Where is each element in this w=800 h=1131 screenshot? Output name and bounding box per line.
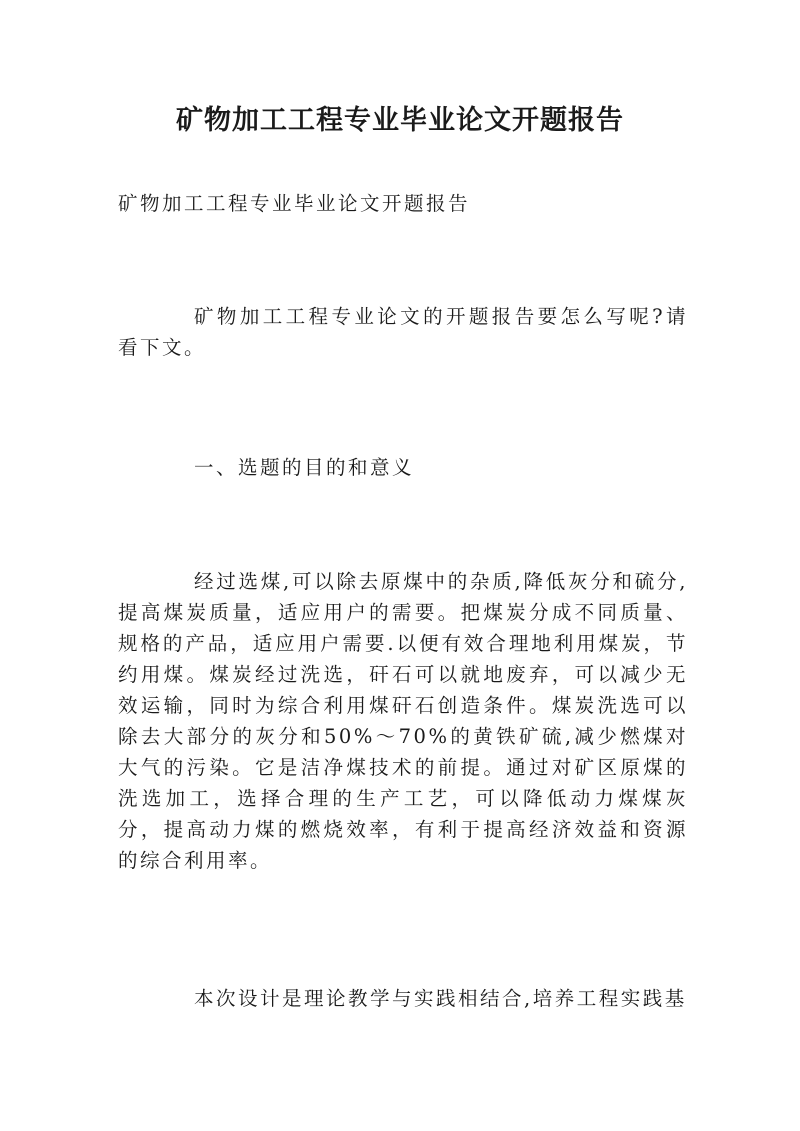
document-subtitle: 矿物加工工程专业毕业论文开题报告 xyxy=(118,192,471,215)
intro-paragraph: 矿物加工工程专业论文的开题报告要怎么写呢?请看下文。 xyxy=(118,305,688,359)
section-heading: 一、选题的目的和意义 xyxy=(194,456,415,479)
body-paragraph-1: 经过选煤,可以除去原煤中的杂质,降低灰分和硫分,提高煤炭质量，适应用户的需要。把煤炭分成不同质量、规格的产品，适应用户需要.以便有效合理地利用煤炭，节约用煤。煤炭经过洗选，矸石可以就地废弃，可以减少无效运输，同时为综合利用煤矸石创造条件。煤炭洗选可以除去大部分的灰分和50%～70%的黄铁矿硫,减少燃煤对大气的污染。它是洁净煤技术的前提。通过对矿区原煤的洗选加工，选择合理的生产工艺，可以降低动力煤煤灰分，提高动力煤的燃烧效率，有利于提高经济效益和资源的综合利用率。 xyxy=(118,570,688,872)
body-paragraph-2: 本次设计是理论教学与实践相结合,培养工程实践基 xyxy=(194,987,687,1010)
document-title: 矿物加工工程专业毕业论文开题报告 xyxy=(176,105,624,136)
